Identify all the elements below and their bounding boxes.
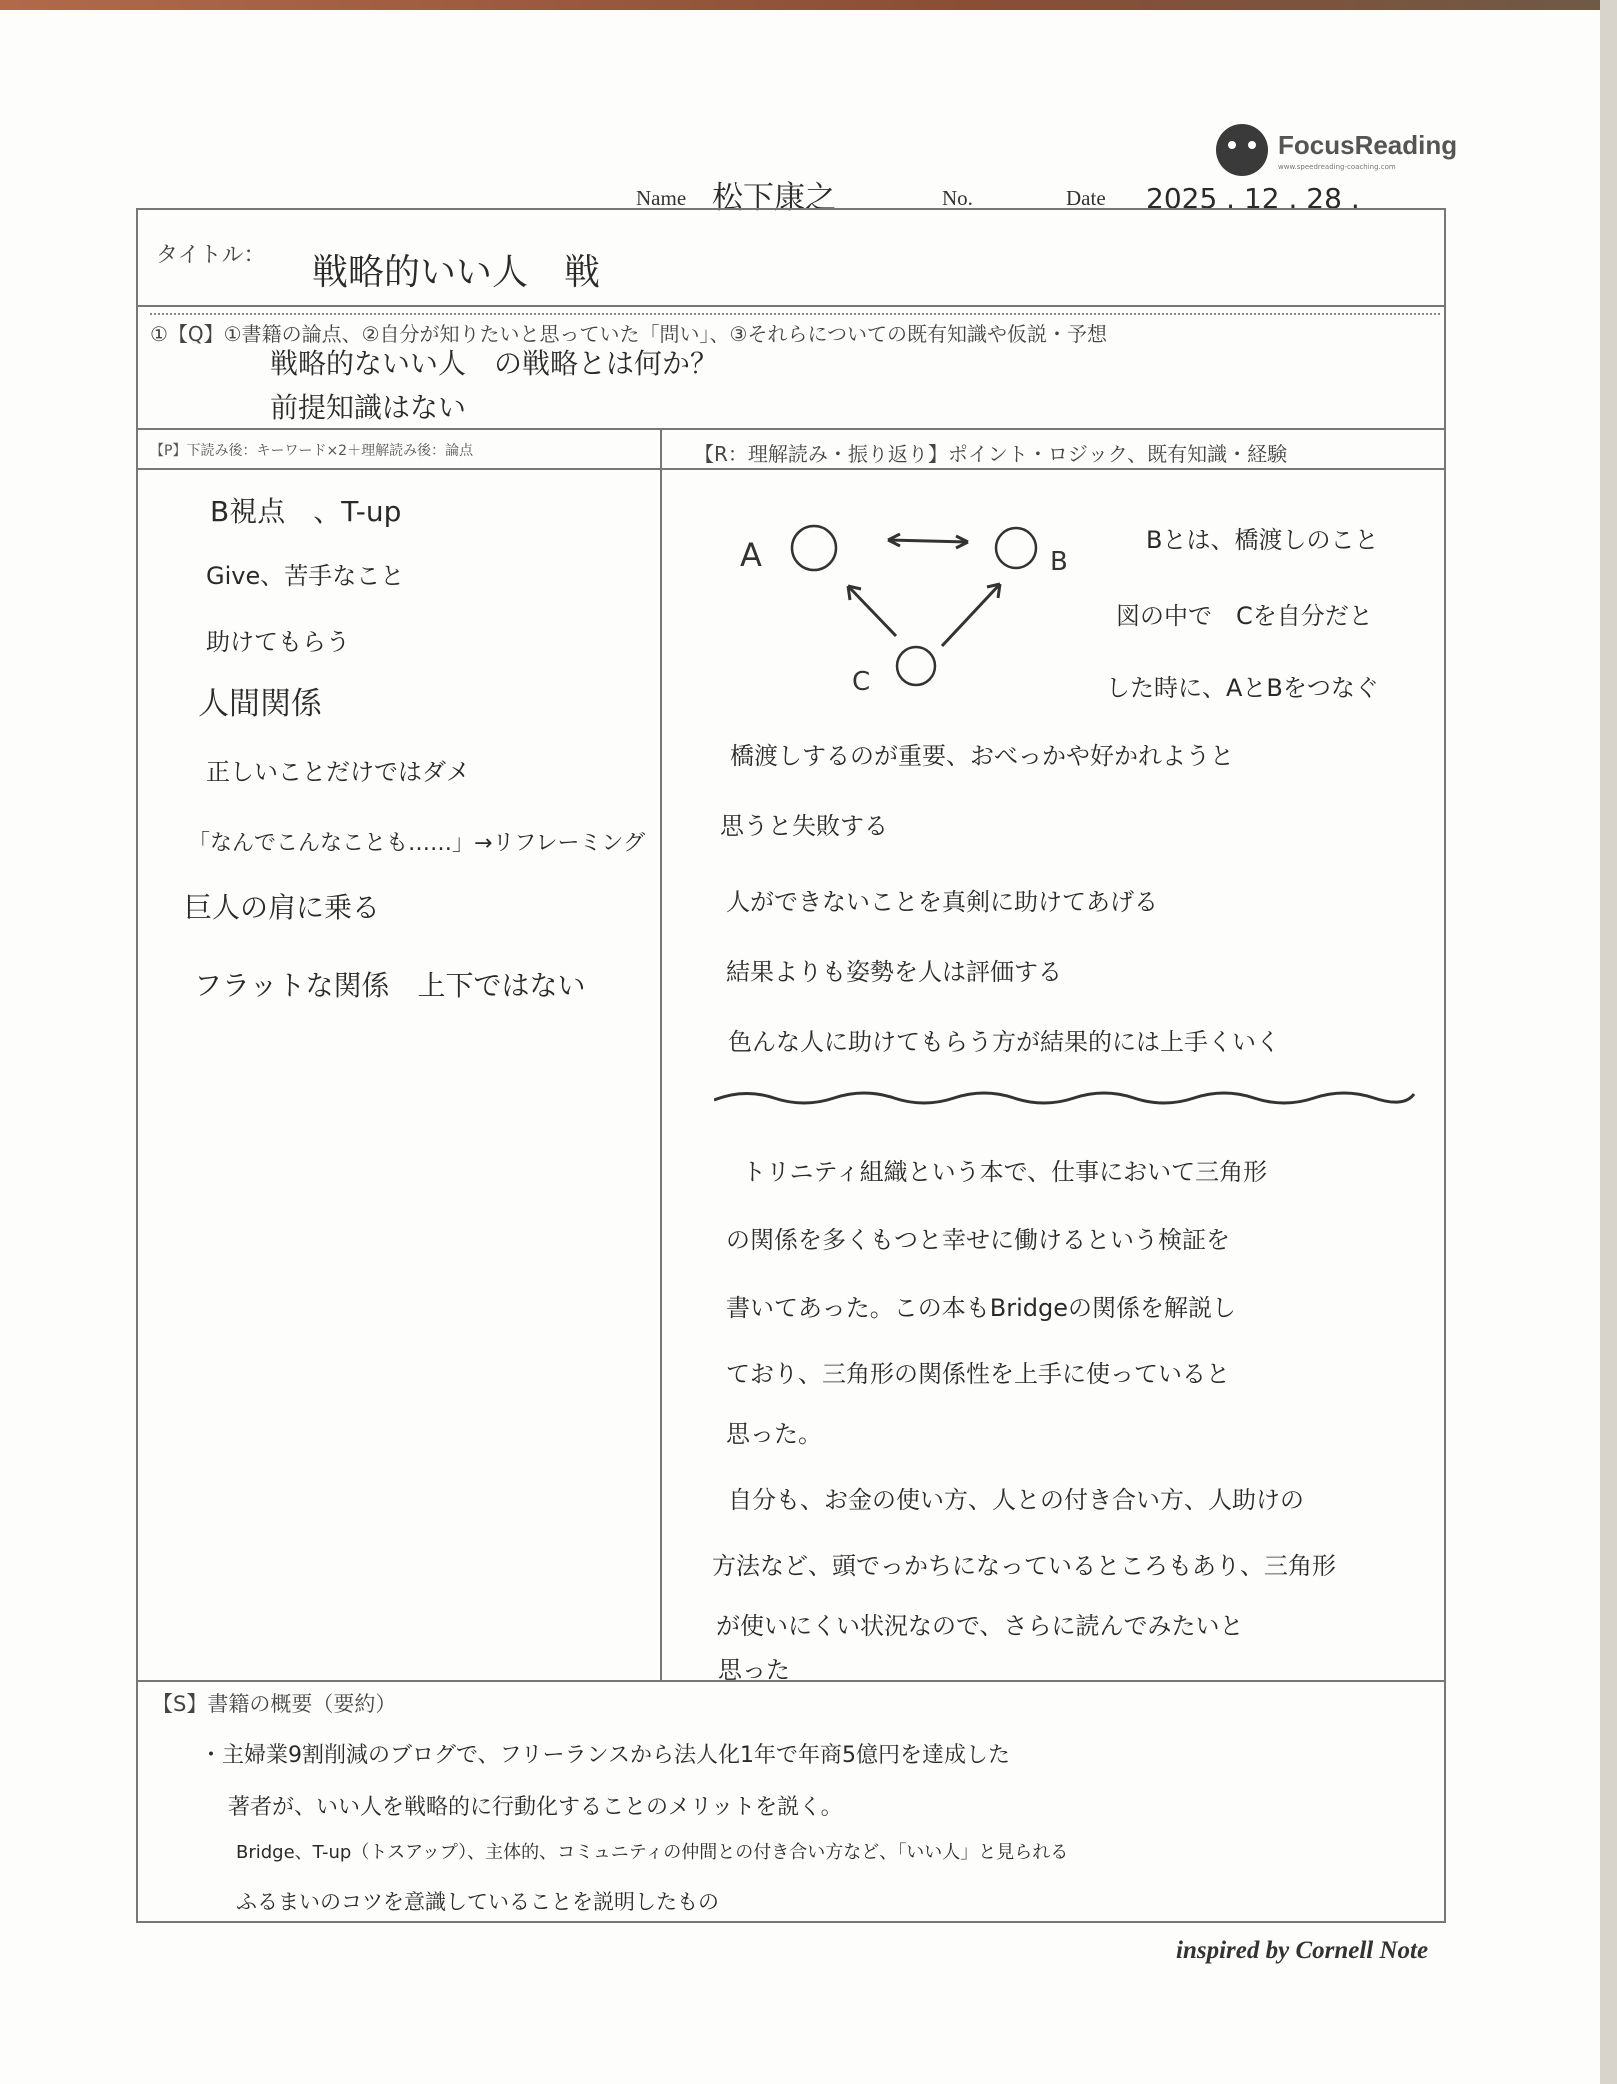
q-line-2: 前提知識はない	[270, 391, 467, 424]
q-line-1: 戦略的ないい人 の戦略とは何か？	[270, 347, 719, 380]
r-line-1: 橋渡しするのが重要、おべっかや好かれようと	[730, 742, 1234, 770]
r-line-4: 結果よりも姿勢を人は評価する	[726, 958, 1062, 986]
s-line-2: 著者が、いい人を戦略的に行動化することのメリットを説く。	[228, 1795, 843, 1820]
r-line-2: 思うと失敗する	[720, 812, 888, 840]
s-line-3: Bridge、T-up（トスアップ）、主体的、コミュニティの仲間との付き合い方など、「いい人」と見られる	[236, 1842, 1069, 1863]
page-shadow-edge	[1600, 0, 1617, 2084]
bridge-triangle-diagram	[720, 500, 1120, 700]
name-value: 松下康之	[712, 180, 836, 216]
logo-name: FocusReading	[1278, 129, 1458, 160]
p-line-8: フラットな関係 上下ではない	[194, 969, 586, 1002]
p-label: 【P】下読み後：キーワード×2＋理解読み後：論点	[150, 443, 474, 459]
r-side-line-2: 図の中で Cを自分だと	[1116, 602, 1373, 630]
c-a-arrow	[848, 586, 896, 636]
q-bottom-divider	[136, 428, 1446, 430]
node-b-label: B	[1050, 547, 1068, 577]
r-line3-4: 思った	[718, 1656, 790, 1684]
p-line-7: 巨人の肩に乗る	[184, 891, 381, 924]
s-label: 【S】書籍の概要（要約）	[152, 1692, 397, 1716]
node-b-circle	[996, 528, 1036, 568]
p-line-6: 「なんでこんなことも……」→リフレーミング	[188, 831, 646, 856]
date-value: 2025 . 12 . 28 .	[1146, 182, 1360, 215]
logo-tagline: www.speedreading-coaching.com	[1278, 162, 1396, 171]
cornell-credit: inspired by Cornell Note	[1176, 1937, 1429, 1964]
p-line-2: Give、苦手なこと	[206, 562, 405, 590]
desk-edge-strip	[0, 0, 1617, 10]
pr-column-divider	[660, 428, 662, 1680]
title-value: 戦略的いい人 戦	[312, 252, 601, 293]
pr-header-divider	[136, 468, 1446, 470]
date-label: Date	[1066, 186, 1106, 210]
r-line2-3: 書いてあった。この本もBridgeの関係を解説し	[726, 1294, 1236, 1322]
r-line2-2: の関係を多くもつと幸せに働けるという検証を	[726, 1226, 1230, 1254]
title-label: タイトル：	[156, 243, 266, 268]
node-a-label: A	[740, 536, 762, 574]
q-dotted-divider	[150, 313, 1440, 315]
p-line-1: B視点 、T-up	[210, 495, 402, 528]
s-line-1: ・主婦業9割削減のブログで、フリーランスから法人化1年で年商5億円を達成した	[200, 1743, 1011, 1768]
s-divider	[136, 1680, 1446, 1682]
r-line2-1: トリニティ組織という本で、仕事において三角形	[742, 1158, 1268, 1186]
node-c-circle	[897, 647, 935, 685]
no-label: No.	[942, 186, 973, 210]
s-line-4: ふるまいのコツを意識していることを説明したもの	[236, 1890, 719, 1914]
r-line-3: 人ができないことを真剣に助けてあげる	[726, 888, 1158, 916]
wavy-divider	[714, 1080, 1424, 1120]
r-line3-3: が使いにくい状況なので、さらに読んでみたいと	[716, 1612, 1244, 1640]
r-line2-5: 思った。	[726, 1420, 822, 1448]
r-side-line-3: した時に、AとBをつなぐ	[1106, 674, 1379, 702]
p-line-5: 正しいことだけではダメ	[206, 758, 470, 786]
owl-logo-icon	[1216, 124, 1268, 176]
r-line3-2: 方法など、頭でっかちになっているところもあり、三角形	[712, 1552, 1336, 1580]
node-c-label: C	[852, 667, 871, 697]
r-line-5: 色んな人に助けてもらう方が結果的には上手くいく	[728, 1028, 1280, 1056]
focusreading-logo	[1216, 124, 1457, 176]
title-divider	[136, 305, 1446, 307]
r-line2-4: ており、三角形の関係性を上手に使っていると	[726, 1360, 1230, 1388]
a-b-arrow	[888, 540, 968, 542]
node-a-circle	[792, 526, 836, 570]
r-side-line-1: Bとは、橋渡しのこと	[1146, 526, 1379, 554]
r-line3-1: 自分も、お金の使い方、人との付き合い方、人助けの	[728, 1486, 1304, 1514]
c-b-arrow	[942, 584, 1000, 646]
p-line-3: 助けてもらう	[206, 628, 350, 656]
p-line-4: 人間関係	[198, 686, 322, 722]
name-label: Name	[636, 186, 687, 210]
q-label: ①【Q】①書籍の論点、②自分が知りたいと思っていた「問い」、③それらについての既有知識や仮説・予想	[150, 322, 1108, 346]
r-label: 【R：理解読み・振り返り】ポイント・ロジック、既有知識・経験	[694, 442, 1288, 466]
